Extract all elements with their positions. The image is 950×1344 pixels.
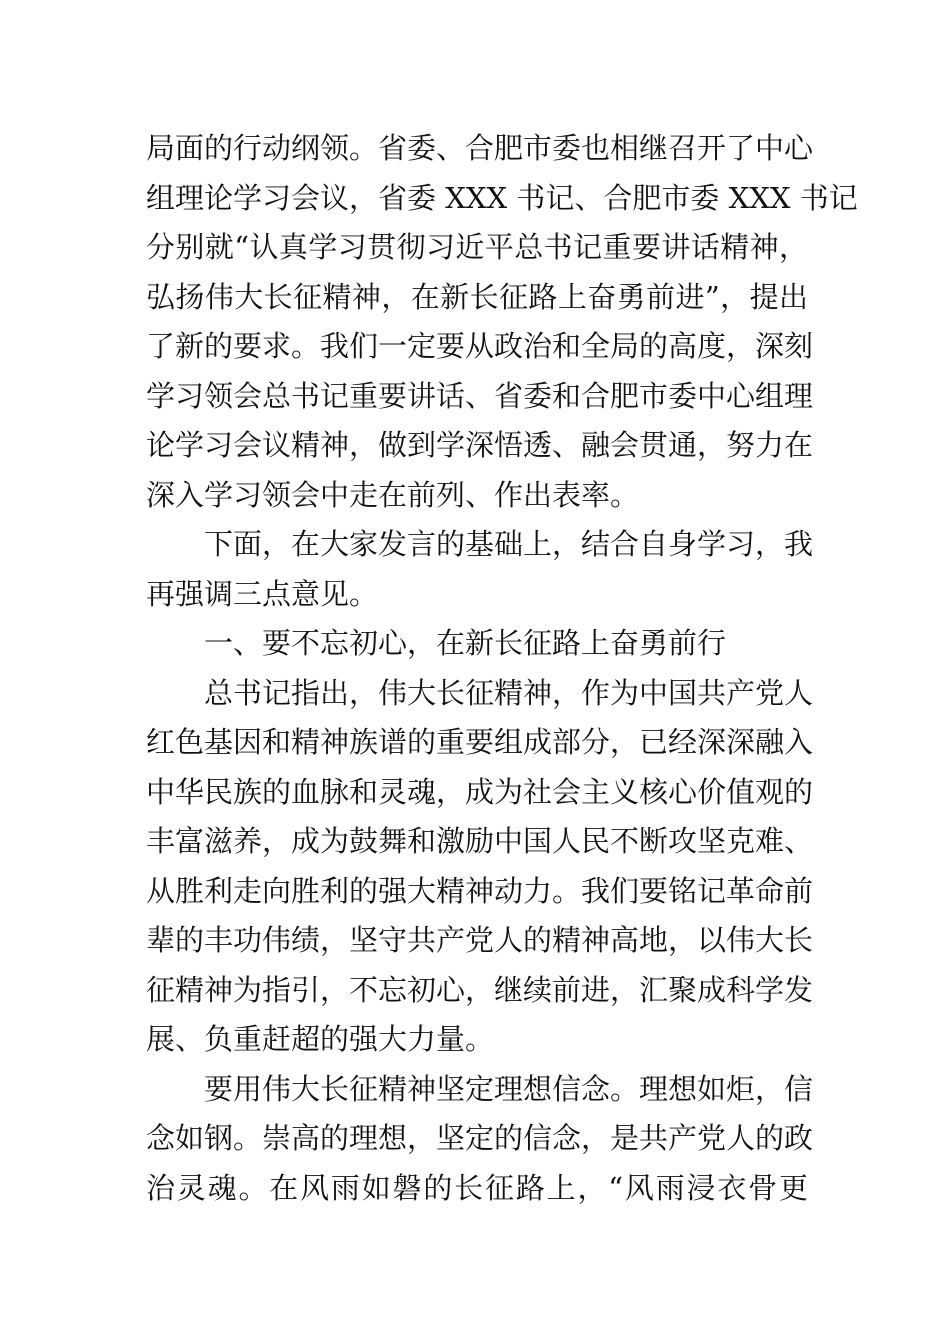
text-line: 辈的丰功伟绩，坚守共产党人的精神高地，以伟大长 [146, 923, 814, 957]
text-line: 组理论学习会议，省委 XXX 书记、合肥市委 XXX 书记 [146, 180, 858, 215]
text-line: 从胜利走向胜利的强大精神动力。我们要铭记革命前 [146, 873, 814, 908]
text-line: 一、要不忘初心，在新长征路上奋勇前行 [204, 626, 727, 660]
text-line: 分别就“认真学习贯彻习近平总书记重要讲话精神， [146, 230, 808, 264]
text-line: 念如钢。崇高的理想，坚定的信念，是共产党人的政 [146, 1121, 814, 1155]
text-line: 总书记指出，伟大长征精神，作为中国共产党人 [204, 675, 814, 710]
text-line: 深入学习领会中走在前列、作出表率。 [146, 477, 640, 512]
text-line: 要用伟大长征精神坚定理想信念。理想如炬，信 [204, 1071, 814, 1106]
text-line: 征精神为指引，不忘初心，继续前进，汇聚成科学发 [146, 972, 814, 1007]
text-line: 局面的行动纲领。省委、合肥市委也相继召开了中心 [146, 131, 814, 165]
text-line: 下面，在大家发言的基础上，结合自身学习，我 [204, 527, 814, 561]
text-line: 治灵魂。在风雨如磐的长征路上，“风雨浸衣骨更 [146, 1170, 808, 1205]
text-line: 弘扬伟大长征精神，在新长征路上奋勇前进”，提出 [146, 279, 808, 314]
text-line: 论学习会议精神，做到学深悟透、融会贯通，努力在 [146, 428, 814, 462]
text-line: 了新的要求。我们一定要从政治和全局的高度，深刻 [146, 329, 814, 363]
text-line: 中华民族的血脉和灵魂，成为社会主义核心价值观的 [146, 774, 814, 809]
text-line: 再强调三点意见。 [146, 576, 379, 611]
text-line: 红色基因和精神族谱的重要组成部分，已经深深融入 [146, 725, 814, 759]
text-line: 丰富滋养，成为鼓舞和激励中国人民不断攻坚克难、 [146, 824, 814, 858]
text-line: 展、负重赶超的强大力量。 [146, 1022, 495, 1056]
text-line: 学习领会总书记重要讲话、省委和合肥市委中心组理 [146, 378, 814, 413]
document-body [146, 124, 858, 1213]
